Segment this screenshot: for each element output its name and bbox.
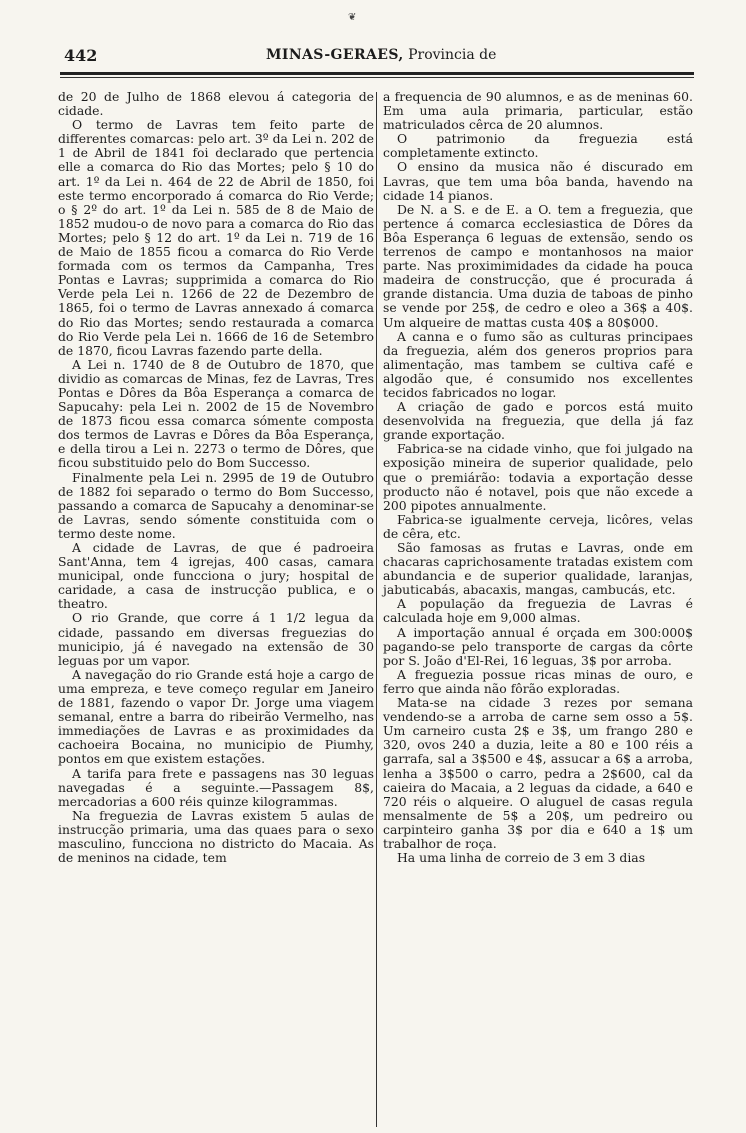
running-head-subtitle: Provincia de	[408, 47, 497, 63]
paragraph: Fabrica-se na cidade vinho, que foi julgado na exposição mineira de superior qualidade, pelo que o premiárão: todavia a exportação desse producto não é notavel, pois que não excede a 200 pipotes annualmente.	[383, 441, 693, 513]
header-rule-thin	[60, 77, 694, 78]
paragraph: A canna e o fumo são as culturas principaes da freguezia, além dos generos proprios para alimentação, mas tambem se cultiva café e algodão que, é consumido nos excellentes tecidos fabricados no logar.	[383, 328, 693, 400]
column-divider	[376, 92, 377, 1127]
paragraph: O rio Grande, que corre á 1 1/2 legua da cidade, passando em diversas freguezias do municipio, já é navegado na extensão de 30 leguas por um vapor.	[58, 610, 374, 668]
paragraph: O patrimonio da freguezia está completamente extincto.	[383, 131, 693, 161]
paragraph: A navegação do rio Grande está hoje a cargo de uma empreza, e teve começo regular em Janeiro de 1881, fazendo o vapor Dr. Jorge uma viagem semanal, entre a barra do ribeirão Vermelho, nas immediações de Lavras e as proximidades da cachoeira Bocaina, no municipio de Piumhy, pontos em que existem estações.	[58, 666, 374, 767]
paragraph: A Lei n. 1740 de 8 de Outubro de 1870, que dividio as comarcas de Minas, fez de Lavras, Tres Pontas e Dôres da Bôa Esperança a comarca de Sapucahy: pela Lei n. 2002 de 15 de Novembro de 1873 ficou essa comarca sómente composta dos termos de Lavras e Dôres da Bôa Esperança, e della tirou a Lei n. 2273 o termo de Dôres, que ficou substituido pelo do Bom Successo.	[58, 356, 374, 471]
paragraph: Ha uma linha de correio de 3 em 3 dias	[397, 850, 646, 866]
running-head-title: MINAS-GERAES,	[266, 47, 404, 63]
paragraph: O ensino da musica não é discurado em Lavras, que tem uma bôa banda, havendo na cidade 14 pianos.	[383, 159, 693, 203]
paragraph: Fabrica-se igualmente cerveja, licôres, velas de cêra, etc.	[383, 511, 693, 541]
paragraph: O termo de Lavras tem feito parte de differentes comarcas: pelo art. 3º da Lei n. 202 de 1 de Abril de 1841 foi declarado que pertencia elle a comarca do Rio das Mortes; pelo § 10 do art. 1º da Lei n. 464 de 22 de Abril de 1850, foi este termo encorporado á comarca do Rio Verde; o § 2º do art. 1º da Lei n. 585 de 8 de Maio de 1852 mudou-o de novo para a comarca do Rio das Mortes; pelo § 12 do art. 1º da Lei n. 719 de 16 de Maio de 1855 ficou a comarca do Rio Verde formada com os termos da Campanha, Tres Pontas e Lavras; supprimida a comarca do Rio Verde pela Lei n. 1266 de 22 de Dezembro de 1865, foi o termo de Lavras annexado á comarca do Rio das Mortes; sendo restaurada a comarca do Rio Verde pela Lei n. 1666 de 16 de Setembro de 1870, ficou Lavras fazendo parte della.	[58, 117, 375, 358]
running-head	[266, 47, 496, 63]
paragraph: Finalmente pela Lei n. 2995 de 19 de Outubro de 1882 foi separado o termo do Bom Successo, passando a comarca de Sapucahy a denominar-se de Lavras, sendo sómente constituida com o termo deste nome.	[58, 469, 374, 541]
paragraph: Na freguezia de Lavras existem 5 aulas de instrucção primaria, uma das quaes para o sexo masculino, funcciona no districto do Macaia. As de meninos na cidade, tem	[58, 807, 374, 866]
ornament-mark: ❦	[348, 12, 357, 23]
paragraph: A cidade de Lavras, de que é padroeira Sant'Anna, tem 4 igrejas, 400 casas, camara municipal, onde funcciona o jury; hospital de caridade, a casa de instrucção publica, e o theatro.	[58, 540, 374, 612]
right-column	[383, 90, 693, 865]
paragraph: a frequencia de 90 alumnos, e as de meninas 60. Em uma aula primaria, particular, estão matriculados cêrca de 20 alumnos.	[383, 89, 693, 133]
paragraph: A importação annual é orçada em 300:000$ pagando-se pelo transporte de cargas da côrte por S. João d'El-Rei, 16 leguas, 3$ por arroba.	[383, 624, 693, 668]
paragraph: De N. a S. e de E. a O. tem a freguezia, que pertence á comarca ecclesiastica de Dôres da Bôa Esperança 6 leguas de extensão, sendo os terrenos de campo e montanhosos na maior parte. Nas proximimidades da cidade ha pouca madeira de construcção, que é procurada á grande distancia. Uma duzia de taboas de pinho se vende por 25$, de cedro e oleo a 36$ a 40$. Um alqueire de mattas custa 40$ a 80$000.	[383, 201, 693, 330]
paragraph: Mata-se na cidade 3 rezes por semana vendendo-se a arroba de carne sem osso a 5$. Um carneiro custa 2$ e 3$, um frango 280 e 320, ovos 240 a duzia, leite a 80 e 100 réis a garrafa, sal a 3$500 e 4$, assucar a 6$ a arroba, lenha a 3$500 o carro, pedra a 2$600, cal da caieira do Macaia, a 2 leguas da cidade, a 640 e 720 réis o alqueire. O aluguel de casas regula mensalmente de 5$ a 20$, um pedreiro ou carpinteiro ganha 3$ por dia e 640 a 1$ um trabalhor de roça.	[383, 695, 693, 851]
paragraph: A tarifa para frete e passagens nas 30 leguas navegadas é a seguinte.—Passagem 8$, mercadorias a 600 réis quinze kilogrammas.	[58, 765, 374, 809]
page-number: 442	[64, 46, 98, 65]
page-header	[56, 44, 696, 70]
paragraph: A criação de gado e porcos está muito desenvolvida na freguezia, que della já faz grande exportação.	[383, 399, 693, 443]
paragraph: São famosas as frutas e Lavras, onde em chacaras caprichosamente tratadas existem com abundancia e de superior qualidade, laranjas, jabuticabás, abacaxis, mangas, cambucás, etc.	[383, 540, 693, 598]
paragraph: A população da freguezia de Lavras é calculada hoje em 9,000 almas.	[383, 596, 693, 626]
header-rule	[60, 72, 694, 75]
paragraph: de 20 de Julho de 1868 elevou á categoria de cidade.	[58, 89, 374, 119]
paragraph: A freguezia possue ricas minas de ouro, e ferro que ainda não fôrão exploradas.	[383, 666, 693, 696]
left-column	[58, 90, 374, 865]
